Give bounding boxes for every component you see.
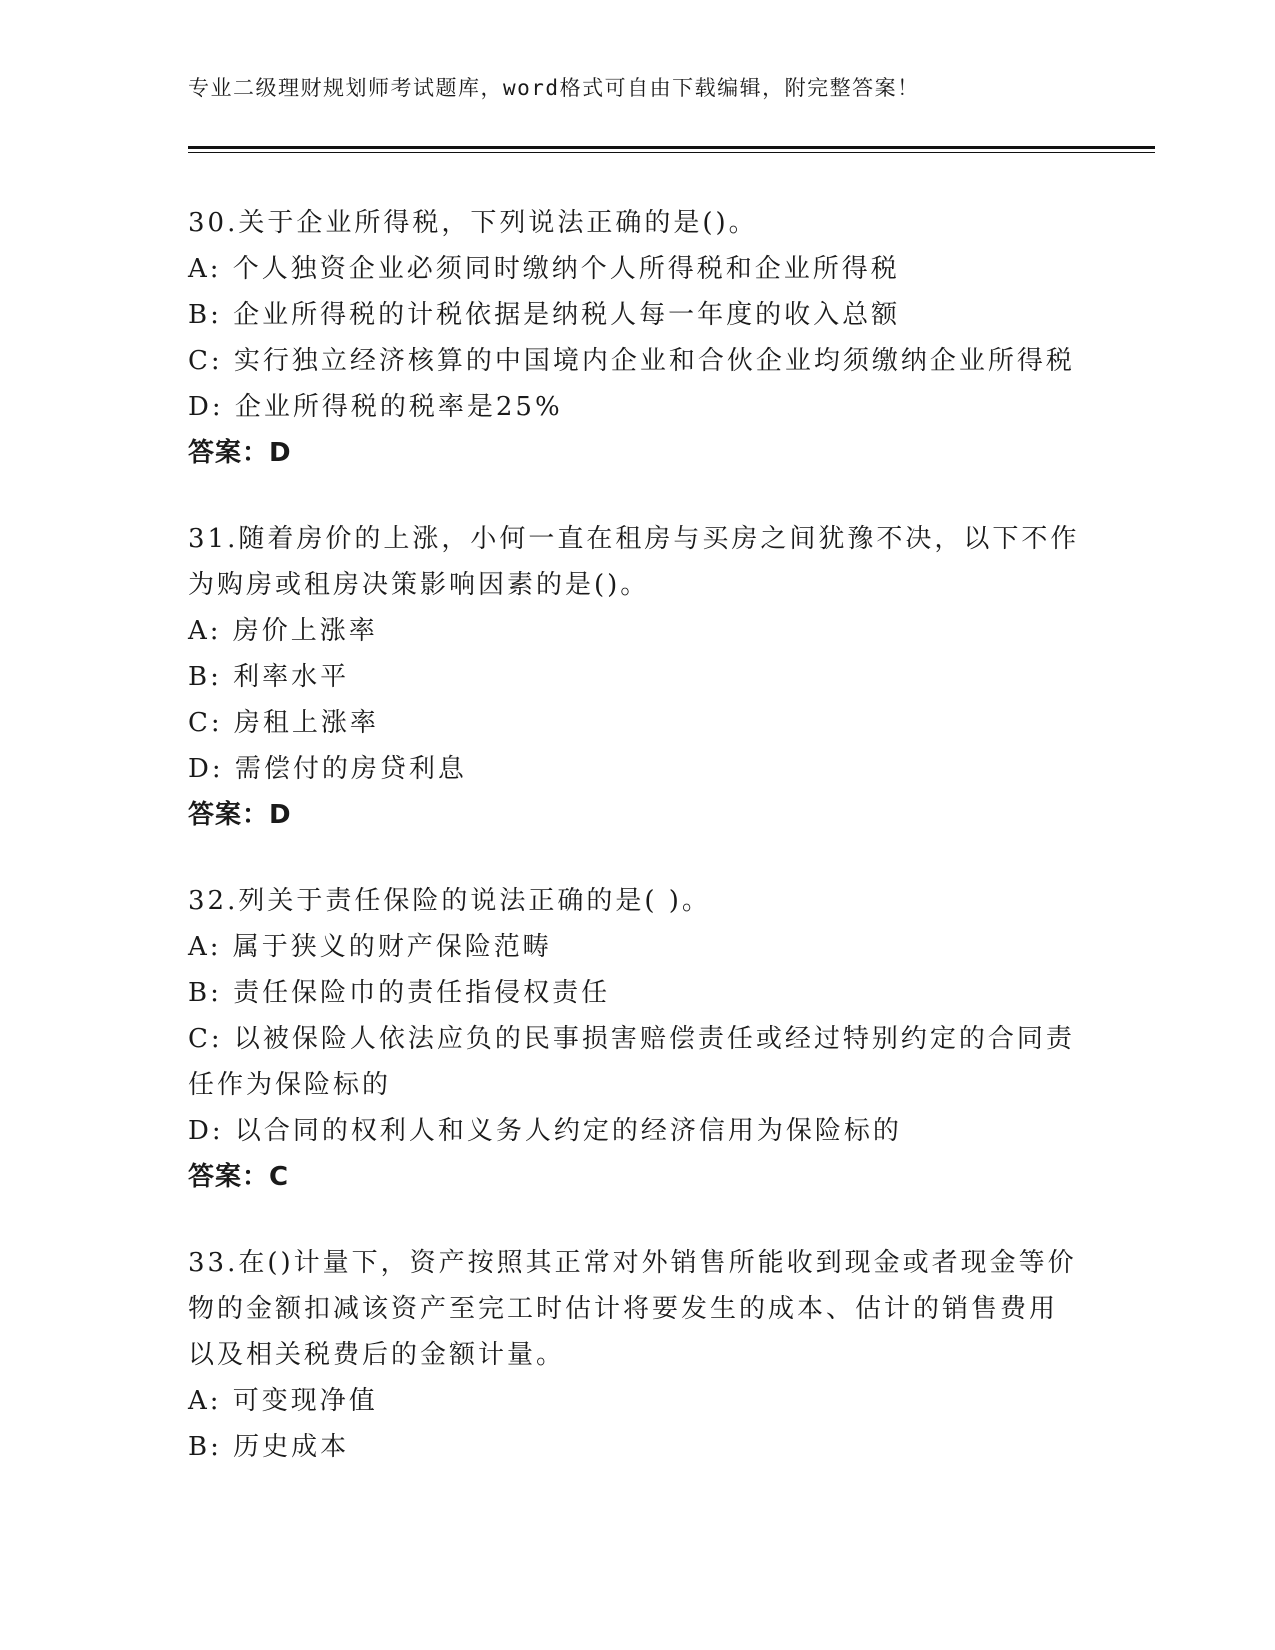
- question-block: [188, 516, 1088, 838]
- answer-key: [188, 792, 1088, 838]
- answer-option: D: 需偿付的房贷利息: [188, 754, 467, 784]
- question-stem: 32.列关于责任保险的说法正确的是( )。: [188, 886, 711, 916]
- answer-option: B: 责任保险巾的责任指侵权责任: [188, 978, 611, 1008]
- question-block: [188, 878, 1088, 1200]
- answer-key: [188, 430, 1088, 476]
- question-stem: 物的金额扣减该资产至完工时估计将要发生的成本、估计的销售费用: [188, 1294, 1059, 1324]
- answer-label: 答案：: [188, 1162, 270, 1192]
- header-rule-thick: [188, 146, 1155, 149]
- question-stem: 31.随着房价的上涨，小何一直在租房与买房之间犹豫不决，以下不作: [188, 524, 1080, 554]
- question-block: [188, 1240, 1088, 1470]
- answer-option: B: 历史成本: [188, 1432, 350, 1462]
- answer-option: A: 属于狭义的财产保险范畴: [188, 932, 552, 962]
- answer-option: 任作为保险标的: [188, 1070, 392, 1100]
- header-rule-thin: [188, 152, 1155, 153]
- answer-option: A: 个人独资企业必须同时缴纳个人所得税和企业所得税: [188, 254, 900, 284]
- answer-value: D: [269, 438, 292, 468]
- page-header: 专业二级理财规划师考试题库，word格式可自由下载编辑，附完整答案！: [188, 76, 920, 100]
- question-list: [188, 200, 1088, 1510]
- answer-option: B: 利率水平: [188, 662, 350, 692]
- question-stem: 为购房或租房决策影响因素的是()。: [188, 570, 650, 600]
- question-stem: 30.关于企业所得税，下列说法正确的是()。: [188, 208, 758, 238]
- answer-option: C: 实行独立经济核算的中国境内企业和合伙企业均须缴纳企业所得税: [188, 346, 1075, 376]
- answer-option: D: 以合同的权利人和义务人约定的经济信用为保险标的: [188, 1116, 902, 1146]
- answer-option: A: 房价上涨率: [188, 616, 378, 646]
- answer-option: B: 企业所得税的计税依据是纳税人每一年度的收入总额: [188, 300, 901, 330]
- answer-option: C: 以被保险人依法应负的民事损害赔偿责任或经过特别约定的合同责: [188, 1024, 1075, 1054]
- question-stem: 以及相关税费后的金额计量。: [188, 1340, 566, 1370]
- answer-key: [188, 1154, 1088, 1200]
- question-stem: 33.在()计量下，资产按照其正常对外销售所能收到现金或者现金等价: [188, 1248, 1077, 1278]
- question-block: [188, 200, 1088, 476]
- answer-value: D: [269, 800, 292, 830]
- answer-label: 答案：: [188, 800, 270, 830]
- answer-value: C: [269, 1162, 290, 1192]
- answer-option: D: 企业所得税的税率是25%: [188, 392, 563, 422]
- answer-option: A: 可变现净值: [188, 1386, 378, 1416]
- answer-option: C: 房租上涨率: [188, 708, 379, 738]
- answer-label: 答案：: [188, 438, 270, 468]
